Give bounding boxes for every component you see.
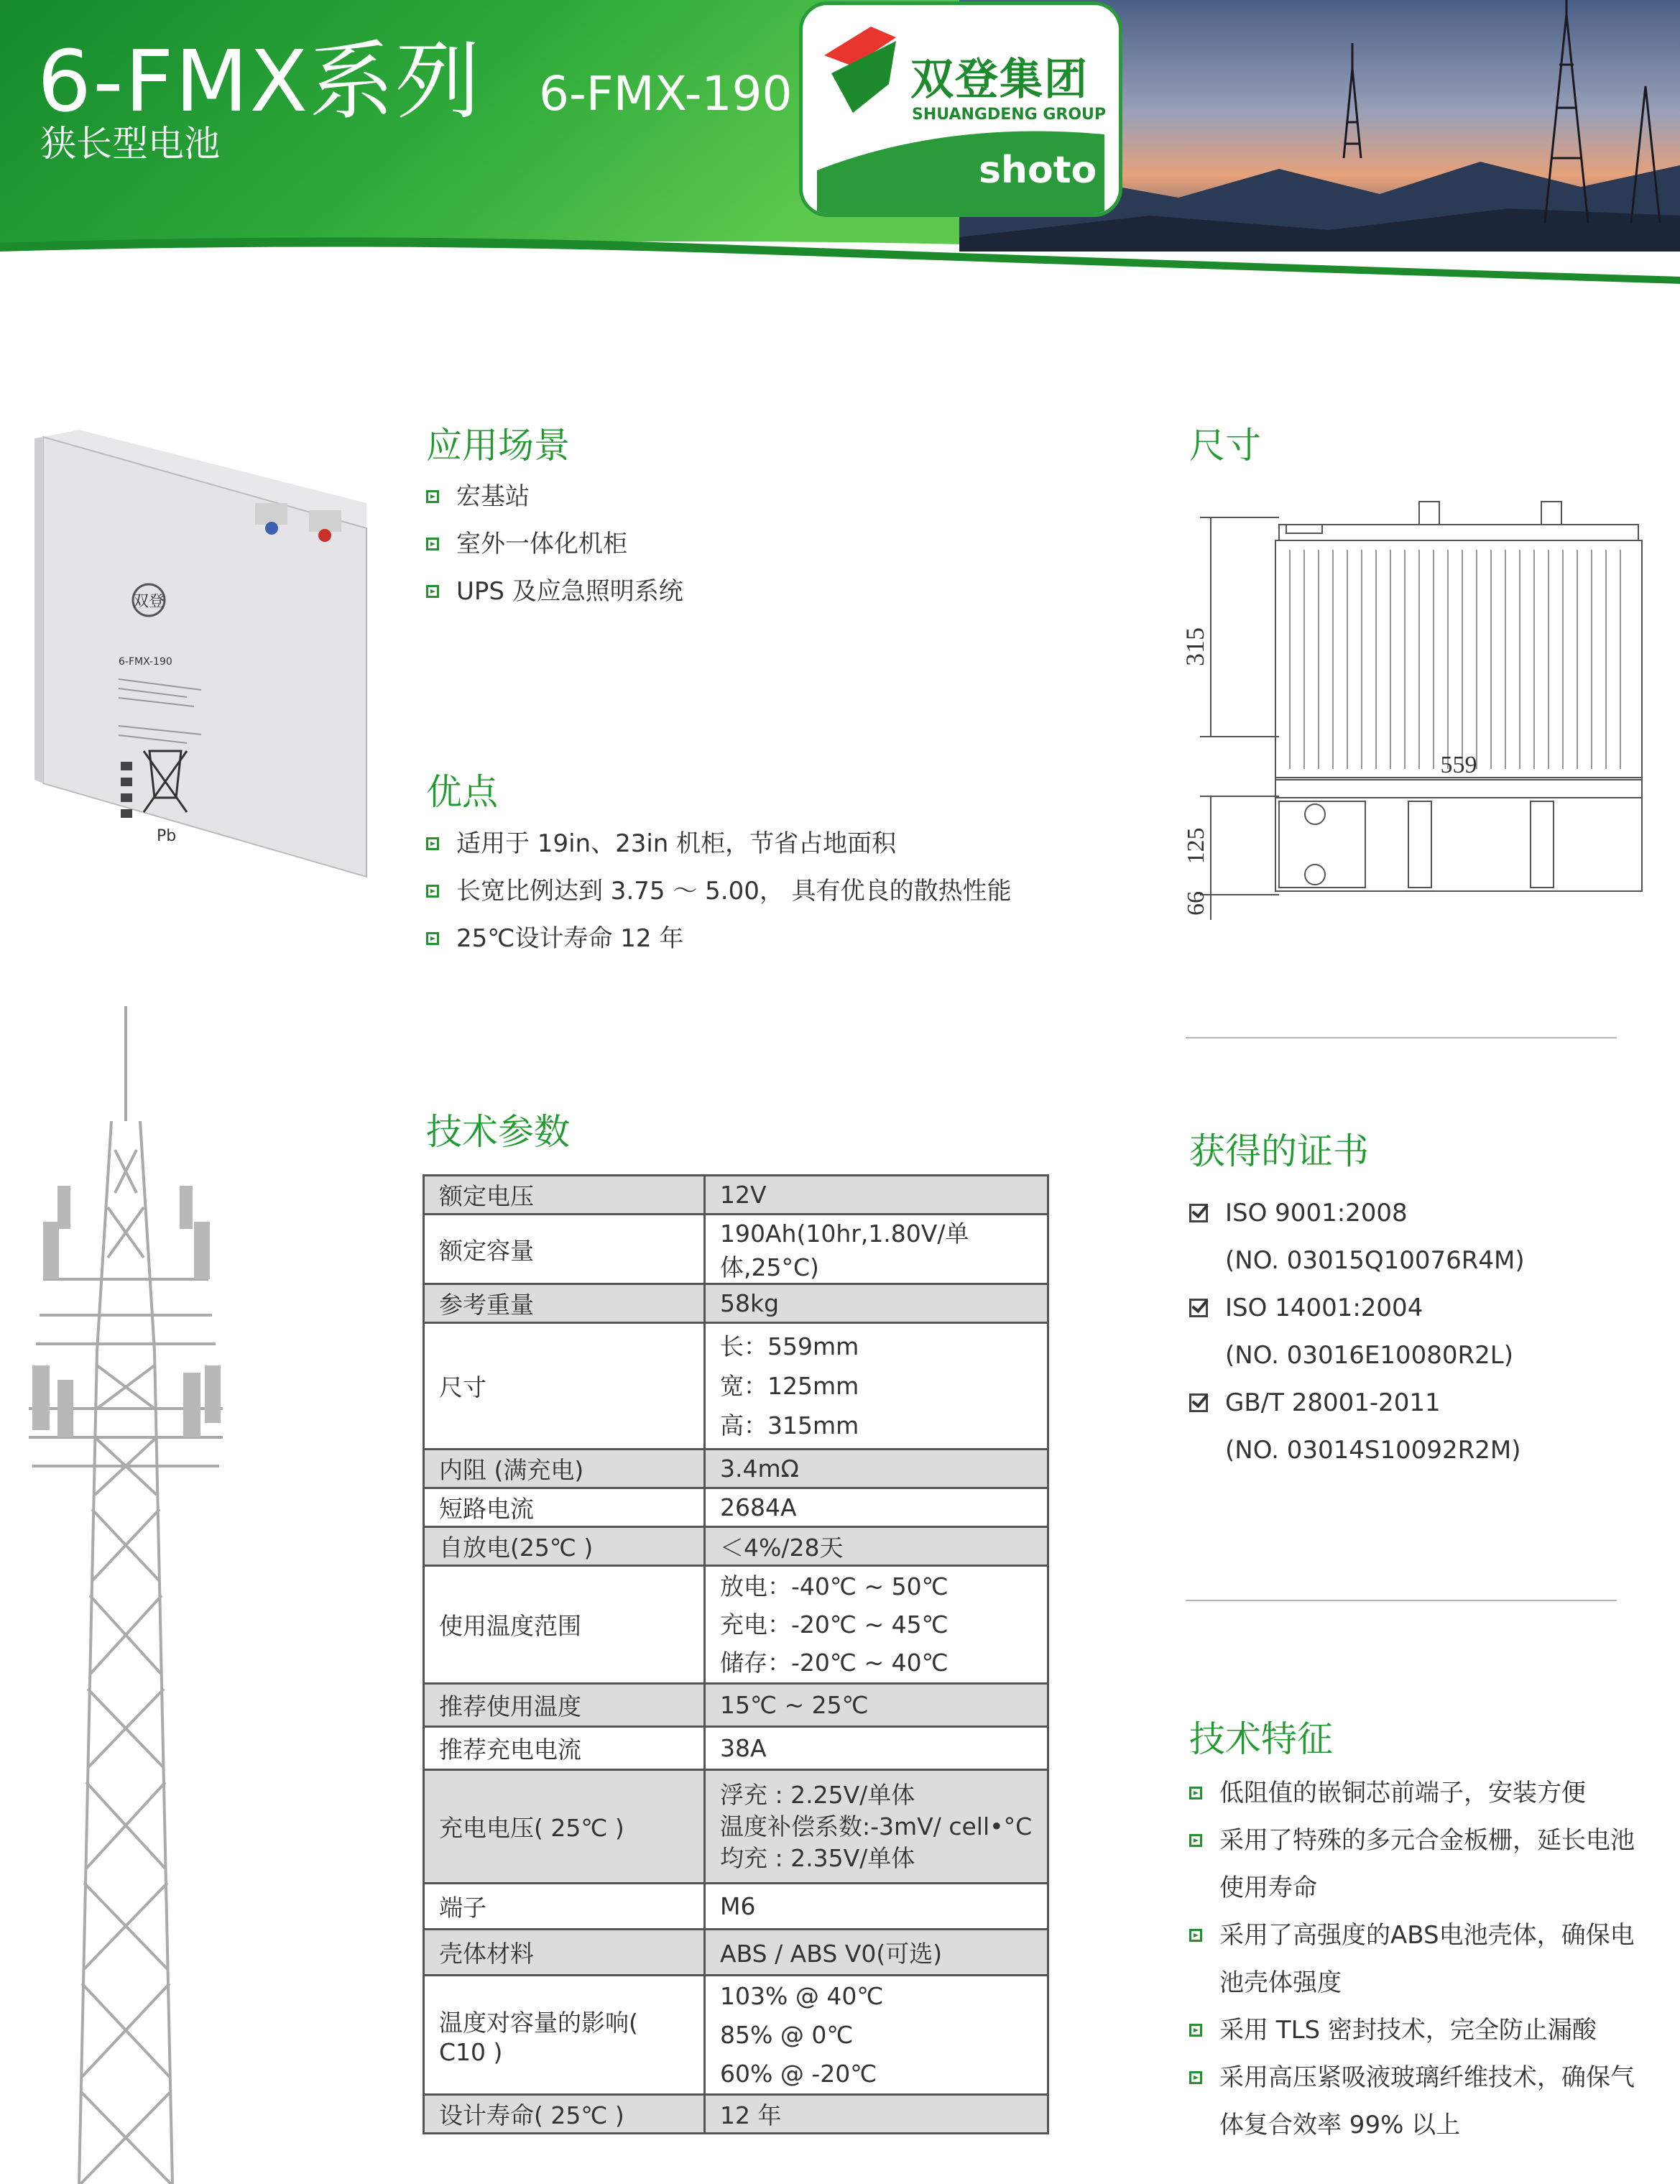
table-row	[424, 1488, 1048, 1527]
spec-value: 浮充 : 2.25V/单体 温度补偿系数:-3mV/ cell•°C 均充 : 2.35V/单体	[705, 1770, 1048, 1884]
table-row	[424, 1450, 1048, 1488]
table-row	[424, 1566, 1048, 1684]
feature-item: 采用高压紧吸液玻璃纤维技术，确保气 体复合效率 99% 以上	[1189, 2054, 1649, 2149]
table-row	[424, 1930, 1048, 1976]
bullet-icon	[426, 837, 439, 850]
bullet-icon	[1189, 1929, 1202, 1942]
logo-brand: shoto	[979, 149, 1097, 192]
bullet-icon	[1189, 1834, 1202, 1847]
company-logo	[799, 1, 1122, 217]
spec-value: 放电：-40℃ ~ 50℃ 充电：-20℃ ~ 45℃ 储存：-20℃ ~ 40℃	[705, 1566, 1048, 1684]
certificates-list	[1189, 1189, 1525, 1474]
series-title: 6-FMX系列	[37, 32, 482, 131]
spec-value: 12V	[705, 1176, 1048, 1215]
battery-model-label: 6-FMX-190	[119, 656, 172, 668]
features-heading: 技术特征	[1189, 1718, 1333, 1760]
feature-item: 采用了特殊的多元合金板栅，延长电池 使用寿命	[1189, 1817, 1649, 1912]
spec-key: 充电电压( 25℃ )	[424, 1770, 705, 1884]
certificates-heading: 获得的证书	[1189, 1130, 1369, 1172]
features-list	[1189, 1769, 1649, 2149]
spec-key: 自放电(25℃ )	[424, 1527, 705, 1566]
spec-key: 推荐充电电流	[424, 1727, 705, 1770]
specs-table	[423, 1174, 1049, 2134]
table-row	[424, 1684, 1048, 1727]
logo-text-chinese: 双登集团	[910, 55, 1089, 105]
battery-product-image	[29, 424, 388, 884]
advantage-item: 长宽比例达到 3.75 ～ 5.00， 具有优良的散热性能	[426, 872, 1012, 920]
spec-key: 壳体材料	[424, 1930, 705, 1976]
certificate-name: GB/T 28001-2011	[1225, 1388, 1441, 1417]
application-item: 室外一体化机柜	[426, 525, 683, 573]
specs-heading: 技术参数	[426, 1111, 570, 1153]
spec-key: 温度对容量的影响( C10 )	[424, 1976, 705, 2095]
table-row	[424, 2095, 1048, 2134]
certificate-number: (NO. 03014S10092R2M)	[1225, 1436, 1521, 1465]
spec-value: ABS / ABS V0(可选)	[705, 1930, 1048, 1976]
model-name: 6-FMX-190	[539, 66, 793, 121]
table-row	[424, 1527, 1048, 1566]
bullet-icon	[1189, 2071, 1202, 2084]
spec-key: 设计寿命( 25℃ )	[424, 2095, 705, 2134]
certificate-item	[1189, 1189, 1525, 1284]
spec-key: 内阻 (满充电)	[424, 1450, 705, 1488]
spec-value: 190Ah(10hr,1.80V/单体,25°C)	[705, 1215, 1048, 1284]
spec-key: 尺寸	[424, 1323, 705, 1450]
spec-value: 长：559mm 宽：125mm 高：315mm	[705, 1323, 1048, 1450]
section-divider	[1186, 1600, 1617, 1601]
spec-value: 103% @ 40℃ 85% @ 0℃ 60% @ -20℃	[705, 1976, 1048, 2095]
spec-value: 38A	[705, 1727, 1048, 1770]
spec-value: 12 年	[705, 2095, 1048, 2134]
bullet-icon	[426, 538, 439, 550]
bullet-icon	[426, 932, 439, 945]
advantages-list	[426, 825, 1012, 967]
application-item: 宏基站	[426, 478, 683, 525]
feature-item: 采用 TLS 密封技术，完全防止漏酸	[1189, 2006, 1649, 2054]
bullet-icon	[1189, 1787, 1202, 1800]
table-row	[424, 1284, 1048, 1323]
certificate-item	[1189, 1379, 1525, 1474]
table-row	[424, 1215, 1048, 1284]
table-row	[424, 1770, 1048, 1884]
terminal-dimension-label: 66	[1183, 891, 1209, 916]
series-subtitle: 狭长型电池	[40, 123, 220, 165]
dimensions-heading: 尺寸	[1189, 425, 1261, 466]
logo-text-english: SHUANGDENG GROUP	[912, 106, 1107, 124]
feature-item: 低阻值的嵌铜芯前端子，安装方便	[1189, 1769, 1649, 1817]
spec-value: 58kg	[705, 1284, 1048, 1323]
length-dimension-label: 559	[1440, 752, 1477, 778]
table-row	[424, 1884, 1048, 1930]
spec-key: 额定电压	[424, 1176, 705, 1215]
spec-value: 3.4mΩ	[705, 1450, 1048, 1488]
applications-list	[426, 478, 683, 620]
certificate-number: (NO. 03016E10080R2L)	[1225, 1341, 1513, 1370]
table-row	[424, 1727, 1048, 1770]
certificate-name: ISO 9001:2008	[1225, 1199, 1408, 1227]
feature-item: 采用了高强度的ABS电池壳体，确保电 池壳体强度	[1189, 1912, 1649, 2006]
checkbox-checked-icon	[1189, 1299, 1208, 1317]
bullet-icon	[426, 885, 439, 898]
telecom-tower-illustration	[29, 1006, 259, 2184]
battery-brand-mark: 双登	[132, 593, 165, 611]
checkbox-checked-icon	[1189, 1393, 1208, 1412]
spec-key: 使用温度范围	[424, 1566, 705, 1684]
spec-value: 2684A	[705, 1488, 1048, 1527]
advantages-heading: 优点	[426, 771, 498, 813]
bullet-icon	[426, 585, 439, 598]
lead-symbol: Pb	[157, 827, 177, 845]
table-row	[424, 1976, 1048, 2095]
table-row	[424, 1176, 1048, 1215]
section-divider	[1186, 1037, 1617, 1038]
spec-key: 端子	[424, 1884, 705, 1930]
applications-heading: 应用场景	[426, 425, 570, 466]
spec-key: 短路电流	[424, 1488, 705, 1527]
dimension-drawing	[1171, 496, 1653, 941]
advantage-item: 适用于 19in、23in 机柜，节省占地面积	[426, 825, 1012, 872]
spec-value: 15℃ ~ 25℃	[705, 1684, 1048, 1727]
advantage-item: 25℃设计寿命 12 年	[426, 920, 1012, 967]
width-dimension-label: 125	[1183, 827, 1209, 865]
bullet-icon	[1189, 2024, 1202, 2037]
checkbox-checked-icon	[1189, 1204, 1208, 1222]
certificate-item	[1189, 1284, 1525, 1379]
height-dimension-label: 315	[1181, 627, 1209, 666]
spec-value: M6	[705, 1884, 1048, 1930]
header-banner	[0, 0, 1680, 302]
spec-key: 推荐使用温度	[424, 1684, 705, 1727]
application-item: UPS 及应急照明系统	[426, 573, 683, 620]
bullet-icon	[426, 490, 439, 503]
table-row	[424, 1323, 1048, 1450]
spec-value: ＜4%/28天	[705, 1527, 1048, 1566]
certificate-number: (NO. 03015Q10076R4M)	[1225, 1246, 1525, 1275]
spec-key: 额定容量	[424, 1215, 705, 1284]
spec-key: 参考重量	[424, 1284, 705, 1323]
certificate-name: ISO 14001:2004	[1225, 1294, 1423, 1322]
